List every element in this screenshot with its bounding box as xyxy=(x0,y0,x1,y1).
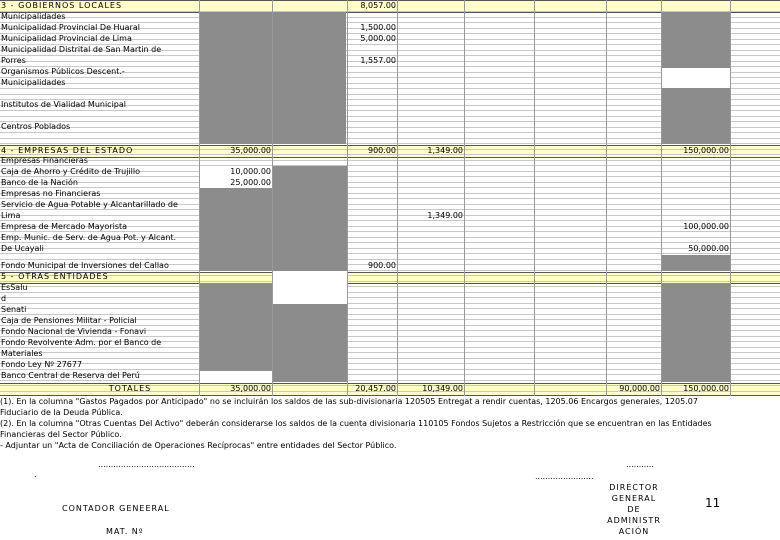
row-gridline xyxy=(0,182,780,183)
section-4-col7: 150,000.00 xyxy=(683,146,729,155)
note-1b: Fiduciario de la Deuda Pública. xyxy=(0,408,123,417)
row-value-c3: 1,557.00 xyxy=(360,56,396,65)
row-value-c7: 50,000.00 xyxy=(688,244,729,253)
note-3: - Adjuntar un "Acta de Conciliación de Operaciones Recíprocas" entre entidades del Sector Público. xyxy=(0,441,397,450)
row-gridline xyxy=(0,193,780,194)
shade-block xyxy=(200,283,272,371)
row-gridline xyxy=(0,220,780,221)
shade-block xyxy=(662,283,730,382)
row-value-c4: 1,349.00 xyxy=(427,211,463,220)
director-line: ADMINISTR xyxy=(607,516,661,525)
totals-col4: 10,349.00 xyxy=(422,384,463,393)
shade-block xyxy=(662,12,730,68)
section-4-col1: 35,000.00 xyxy=(230,146,271,155)
row-value-c1: 25,000.00 xyxy=(230,178,271,187)
row-label: Materiales xyxy=(1,349,43,358)
totals-col1: 35,000.00 xyxy=(230,384,271,393)
totals-col3: 20,457.00 xyxy=(355,384,396,393)
section-4-col3: 900.00 xyxy=(368,146,396,155)
signature-line-right: ........... xyxy=(626,460,654,469)
row-gridline xyxy=(0,275,780,276)
signature-dot: . xyxy=(34,470,37,479)
row-label: Fondo Revolvente Adm. por el Banco de xyxy=(1,338,162,347)
signature-line-mid: ....................... xyxy=(535,472,594,481)
unshaded-gap xyxy=(200,371,272,383)
section-label-5: 5 - OTRAS ENTIDADES xyxy=(1,272,109,281)
director-line: DE xyxy=(627,505,641,514)
row-label: Banco de la Nación xyxy=(1,178,78,187)
row-label: Senati xyxy=(1,305,27,314)
section-label-3: 3 - GOBIERNOS LOCALES xyxy=(1,1,123,10)
row-label: Organismos Públicos Descent.- xyxy=(1,67,125,76)
shade-block xyxy=(200,188,272,271)
row-label: Porres xyxy=(1,56,26,65)
row-value-c3: 1,500.00 xyxy=(360,23,396,32)
signature-line-left: ...................................... xyxy=(98,460,195,469)
row-label: Municipalidad Provincial de Lima xyxy=(1,34,132,43)
shade-block xyxy=(662,255,730,271)
row-label: Empresas no Financieras xyxy=(1,189,101,198)
section-3-col3: 8,057.00 xyxy=(360,1,396,10)
row-label: Emp. Munic. de Serv. de Agua Pot. y Alcant. xyxy=(1,233,177,242)
director-title xyxy=(606,482,662,537)
shade-block xyxy=(200,12,346,144)
row-gridline xyxy=(0,160,780,161)
shade-block xyxy=(273,166,347,271)
shade-block xyxy=(662,88,730,144)
mat-label: MAT. Nº xyxy=(106,527,144,536)
director-line: GENERAL xyxy=(611,494,657,503)
row-label: Municipalidad Provincial De Huaral xyxy=(1,23,140,32)
section-4-col4: 1,349.00 xyxy=(427,146,463,155)
totals-col7: 150,000.00 xyxy=(683,384,729,393)
director-line: DIRECTOR xyxy=(609,483,659,492)
row-label: Municipalidades xyxy=(1,78,66,87)
row-gridline xyxy=(0,198,780,199)
row-gridline xyxy=(0,281,780,282)
row-label: De Ucayali xyxy=(1,244,44,253)
page-number: 11 xyxy=(705,496,721,510)
row-label: Fondo Municipal de Inversiones del Callao xyxy=(1,261,169,270)
row-label: Empresas Financieras xyxy=(1,156,88,165)
row-label: Lima xyxy=(1,211,21,220)
row-value-c3: 5,000.00 xyxy=(360,34,396,43)
row-label: Municipalidades xyxy=(1,12,66,21)
note-2b: Financieras del Sector Público. xyxy=(0,430,122,439)
section-label-4: 4 - EMPRESAS DEL ESTADO xyxy=(1,146,134,155)
row-label: Municipalidad Distrital de San Martin de xyxy=(1,45,162,54)
row-value-c7: 100,000.00 xyxy=(683,222,729,231)
row-label: d xyxy=(1,294,7,303)
row-label: Servicio de Agua Potable y Alcantarillado de xyxy=(1,200,178,209)
note-2a: (2). En la columna "Otras Cuentas Del Activo" deberán considerarse los saldos de la cuenta divisionaria 110105 Fondos Sujetos a Restricción que se encuentran en las Entidades xyxy=(0,419,712,428)
unshaded-gap xyxy=(662,68,730,88)
totals-col6: 90,000.00 xyxy=(619,384,660,393)
row-gridline xyxy=(0,165,780,166)
row-label: Caja de Ahorro y Crédito de Trujillo xyxy=(1,167,141,176)
shade-block xyxy=(273,304,347,382)
row-gridline xyxy=(0,187,780,188)
director-line: ACIÓN xyxy=(618,527,650,536)
row-gridline xyxy=(0,215,780,216)
unshaded-gap xyxy=(273,271,347,304)
row-label: Institutos de Vialidad Municipal xyxy=(1,100,127,109)
row-label: Fondo Nacional de Vivienda - Fonavi xyxy=(1,327,147,336)
row-label: Centros Poblados xyxy=(1,122,71,131)
row-label: Banco Central de Reserva del Perú xyxy=(1,371,140,380)
row-value-c3: 900.00 xyxy=(368,261,396,270)
row-label: Caja de Pensiones Militar - Policial xyxy=(1,316,137,325)
row-value-c1: 10,000.00 xyxy=(230,167,271,176)
contador-title: CONTADOR GENEERAL xyxy=(62,504,170,513)
row-label: EsSalu xyxy=(1,283,28,292)
totals-label: TOTALES xyxy=(108,384,152,393)
row-label: Empresa de Mercado Mayorista xyxy=(1,222,128,231)
row-label: Fondo Ley Nº 27677 xyxy=(1,360,83,369)
note-1a: (1). En la columna "Gastos Pagados por Anticipado" no se incluirán los saldos de las sub-divisionaria 120505 Entregat a rendir cuentas, 1205.06 Encargos generales, 1205.07 xyxy=(0,397,698,406)
